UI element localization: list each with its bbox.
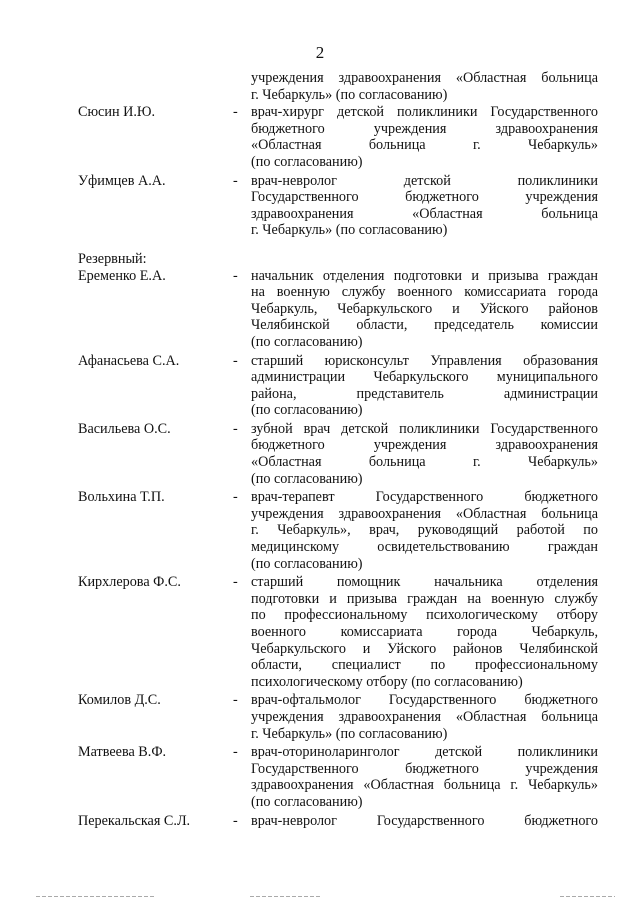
member-name: Перекальская С.Л. — [78, 812, 191, 829]
member-position — [251, 421, 598, 487]
desc-line: Челябинской области, председатель комиссии — [251, 317, 598, 334]
desc-line: врач-оториноларинголог детской поликлиники — [251, 744, 598, 761]
desc-line: г. Чебаркуль», врач, руководящий работой по — [251, 522, 598, 539]
desc-line: учреждения здравоохранения «Областная больница — [251, 70, 598, 86]
member-entry — [78, 692, 598, 742]
member-list — [78, 70, 598, 829]
scan-edge-right — [560, 896, 615, 897]
desc-line: района, представитель администрации — [251, 385, 598, 402]
desc-line: (по согласованию) — [251, 470, 363, 487]
member-position — [251, 104, 598, 170]
member-dash: - — [233, 489, 238, 506]
member-name: Кирхлерова Ф.С. — [78, 574, 181, 591]
member-position — [251, 268, 598, 351]
desc-line: психологическому отбору (по согласованию) — [251, 673, 523, 690]
desc-line: Государственного бюджетного учреждения — [251, 189, 598, 206]
scan-edge-left — [36, 896, 156, 897]
desc-line: врач-невролог детской поликлиники — [251, 172, 598, 189]
member-name: Васильева О.С. — [78, 420, 171, 437]
member-position — [251, 813, 598, 830]
member-name: Комилов Д.С. — [78, 692, 161, 709]
desc-line: учреждения здравоохранения «Областная больница — [251, 708, 598, 725]
desc-line: по профессиональному психологическому отбору — [251, 607, 598, 624]
member-position — [251, 489, 598, 572]
member-position — [251, 353, 598, 419]
desc-line: старший юрисконсульт Управления образования — [251, 352, 598, 369]
continuation-entry — [78, 70, 598, 103]
reserve-label: Резервный: — [78, 250, 147, 267]
member-dash: - — [233, 574, 238, 591]
member-entry — [78, 744, 598, 810]
page-number: 2 — [315, 43, 325, 62]
desc-line: (по согласованию) — [251, 402, 363, 419]
desc-line: (по согласованию) — [251, 793, 363, 810]
member-position — [251, 692, 598, 742]
member-entry — [78, 574, 598, 690]
desc-line: г. Чебаркуль» (по согласованию) — [251, 86, 448, 103]
member-entry — [78, 421, 598, 487]
desc-line: администрации Чебаркульского муниципального — [251, 369, 598, 386]
member-dash: - — [233, 267, 238, 284]
member-position — [251, 744, 598, 810]
reserve-section — [78, 251, 598, 268]
member-dash: - — [233, 352, 238, 369]
desc-line: медицинскому освидетельствованию граждан — [251, 539, 598, 556]
desc-line: подготовки и призыва граждан на военную службу — [251, 590, 598, 607]
desc-line: на военную службу военного комиссариата города — [251, 284, 598, 301]
desc-line: врач-терапевт Государственного бюджетного — [251, 489, 598, 506]
member-dash: - — [233, 172, 238, 189]
desc-line: Государственного бюджетного учреждения — [251, 760, 598, 777]
member-entry — [78, 173, 598, 239]
desc-line: учреждения здравоохранения «Областная больница — [251, 505, 598, 522]
desc-line: начальник отделения подготовки и призыва граждан — [251, 267, 598, 284]
desc-line: г. Чебаркуль» (по согласованию) — [251, 222, 448, 239]
desc-line: г. Чебаркуль» (по согласованию) — [251, 725, 448, 742]
desc-line: области, специалист по профессиональному — [251, 657, 598, 674]
member-position — [251, 173, 598, 239]
member-entry — [78, 268, 598, 351]
desc-line: здравоохранения «Областная больница г. Чебаркуль» — [251, 777, 598, 794]
member-entry — [78, 813, 598, 830]
continuation-text — [251, 70, 598, 103]
desc-line: старший помощник начальника отделения — [251, 574, 598, 591]
desc-line: (по согласованию) — [251, 555, 363, 572]
desc-line: здравоохранения «Областная больница — [251, 205, 598, 222]
member-dash: - — [233, 812, 238, 829]
member-name: Уфимцев А.А. — [78, 172, 166, 189]
desc-line: зубной врач детской поликлиники Государственного — [251, 420, 598, 437]
member-dash: - — [233, 420, 238, 437]
desc-line: бюджетного учреждения здравоохранения — [251, 120, 598, 137]
member-position — [251, 574, 598, 690]
desc-line: врач-хирург детской поликлиники Государственного — [251, 104, 598, 121]
member-name: Еременко Е.А. — [78, 267, 166, 284]
member-name: Сюсин И.Ю. — [78, 104, 156, 121]
member-name: Вольхина Т.П. — [78, 489, 165, 506]
desc-line: военного комиссариата города Чебаркуль, — [251, 624, 598, 640]
member-entry — [78, 353, 598, 419]
member-entry — [78, 489, 598, 572]
desc-line: Чебаркульского и Уйского районов Челябинской — [251, 640, 598, 657]
desc-line: (по согласованию) — [251, 153, 363, 170]
member-dash: - — [233, 692, 238, 709]
desc-line: Чебаркуль, Чебаркульского и Уйского районов — [251, 300, 598, 317]
desc-line: бюджетного учреждения здравоохранения — [251, 437, 598, 454]
member-name: Афанасьева С.А. — [78, 352, 180, 369]
member-entry — [78, 104, 598, 170]
scan-edge-middle — [250, 896, 320, 897]
desc-line: врач-невролог Государственного бюджетного — [251, 812, 598, 829]
member-dash: - — [233, 104, 238, 121]
member-name: Матвеева В.Ф. — [78, 744, 167, 761]
member-dash: - — [233, 744, 238, 761]
desc-line: (по согласованию) — [251, 333, 363, 350]
desc-line: «Областная больница г. Чебаркуль» — [251, 454, 598, 471]
desc-line: врач-офтальмолог Государственного бюджетного — [251, 692, 598, 709]
desc-line: «Областная больница г. Чебаркуль» — [251, 137, 598, 154]
